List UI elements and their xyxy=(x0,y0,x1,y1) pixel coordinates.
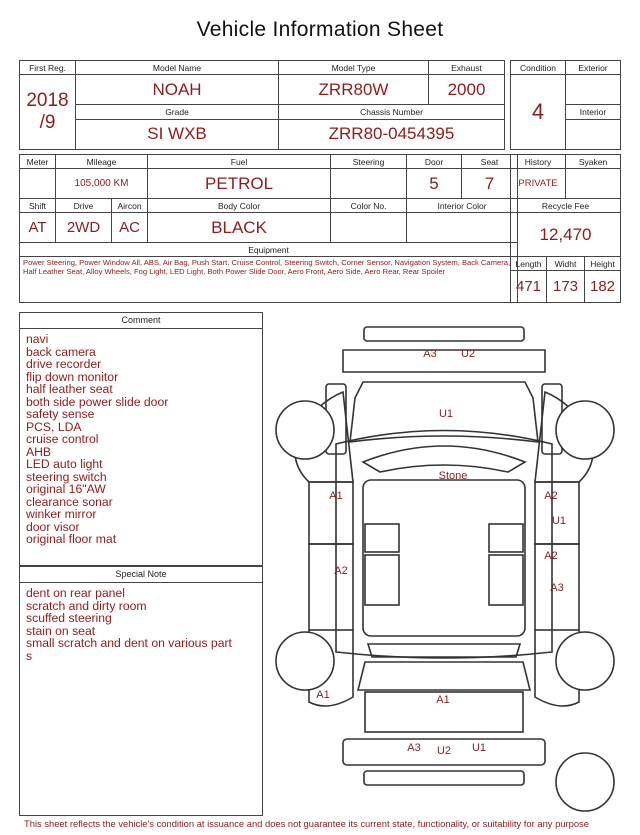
width-value: 173 xyxy=(547,271,585,303)
comment-item: original floor mat xyxy=(26,532,117,546)
shift-label: Shift xyxy=(20,199,56,213)
height-value: 182 xyxy=(585,271,621,303)
recycle-fee-label: Recycle Fee xyxy=(511,199,621,213)
body-color-label: Body Color xyxy=(148,199,331,213)
special-note-item: scuffed steering xyxy=(26,611,112,625)
comment-header: Comment xyxy=(20,313,262,329)
comment-item: navi xyxy=(26,332,49,346)
right-front-wheel xyxy=(556,401,614,459)
chassis-value: ZRR80-0454395 xyxy=(279,119,505,149)
exhaust-label: Exhaust xyxy=(429,61,505,75)
exterior-value xyxy=(566,75,621,105)
history-label: History xyxy=(511,155,566,169)
model-type-label: Model Type xyxy=(279,61,429,75)
condition-score: 4 xyxy=(511,75,566,150)
comment-item: clearance sonar xyxy=(26,494,113,509)
mark-rear-bumper-u1: U1 xyxy=(471,742,487,754)
meter-value xyxy=(20,169,56,199)
comment-item: LED auto light xyxy=(26,457,103,471)
left-rear-wheel xyxy=(276,632,334,690)
special-note-item: dent on rear panel xyxy=(26,586,125,600)
mark-right-front-door-a2: A2 xyxy=(544,490,558,502)
door-label: Door xyxy=(407,155,462,169)
recycle-fee-value: 12,470 xyxy=(511,213,621,257)
mark-left-rear-door-a2: A2 xyxy=(334,565,348,577)
history-table xyxy=(510,154,621,303)
interior-color-value xyxy=(407,213,518,243)
comment-item: AHB xyxy=(26,444,52,459)
right-front-window xyxy=(489,524,523,552)
fuel-value: PETROL xyxy=(148,169,331,199)
special-note-item: stain on seat xyxy=(26,623,96,638)
mark-windshield-stone: Stone xyxy=(438,470,468,482)
comment-item: both side power slide door xyxy=(26,394,169,409)
comment-item: flip down monitor xyxy=(26,369,119,384)
seat-value: 7 xyxy=(462,169,518,199)
left-rear-door xyxy=(309,544,353,630)
comment-item: back camera xyxy=(26,344,96,359)
rear-window xyxy=(368,644,520,657)
special-note-list xyxy=(20,583,262,666)
door-value: 5 xyxy=(407,169,462,199)
front-bumper-strip xyxy=(364,327,524,341)
mark-right-rear-door-a3: A3 xyxy=(550,582,564,594)
chassis-label: Chassis Number xyxy=(279,105,505,119)
mark-left-rear-a1: A1 xyxy=(316,689,330,701)
model-type-value: ZRR80W xyxy=(279,75,429,105)
first-reg-cell xyxy=(20,75,76,150)
color-no-label: Color No. xyxy=(331,199,407,213)
aircon-label: Aircon xyxy=(112,199,148,213)
left-front-wheel xyxy=(276,401,334,459)
mark-front-u2: U2 xyxy=(460,348,476,360)
roof xyxy=(363,480,525,636)
special-note-box xyxy=(19,566,263,816)
vehicle-info-table xyxy=(19,60,505,150)
windshield xyxy=(363,446,525,472)
page-title: Vehicle Information Sheet xyxy=(196,18,444,41)
comment-item: winker mirror xyxy=(26,507,97,521)
comment-item: PCS, LDA xyxy=(26,419,82,434)
meter-label: Meter xyxy=(20,155,56,169)
interior-color-label: Interior Color xyxy=(407,199,518,213)
left-rear-window xyxy=(365,555,399,605)
equipment-label: Equipment xyxy=(20,243,518,257)
first-reg-year: 2018 xyxy=(26,90,69,112)
right-rear-wheel xyxy=(556,632,614,690)
comment-item: safety sense xyxy=(26,407,95,421)
mark-hood-u1: U1 xyxy=(438,408,454,420)
length-label: Length xyxy=(511,257,547,271)
mark-front-a3: A3 xyxy=(423,348,437,360)
mark-right-front-door-u1: U1 xyxy=(551,515,567,527)
rear-gate xyxy=(358,662,530,690)
model-name-value: NOAH xyxy=(76,75,279,105)
mark-right-rear-door-a2: A2 xyxy=(544,550,558,562)
equipment-value: Power Steering, Power Window All, ABS, Air Bag, Push Start, Cruise Control, Steering Switch, Corner Sensor, Navigation System, Back Camera, Half Leather Seat, Alloy Wheels, Fog Light, LED Light, Both Power Slide Door, Aero Front, Aero Side, Aero Rear, Rear Spoiler xyxy=(20,257,518,303)
condition-table xyxy=(510,60,621,150)
syaken-label: Syaken xyxy=(566,155,621,169)
disclaimer-footer: This sheet reflects the vehicle's condition at issuance and does not guarantee its current state, functionality, or suitability for any purpose xyxy=(24,818,589,829)
length-value: 471 xyxy=(511,271,547,303)
comment-item: half leather seat xyxy=(26,382,113,396)
rear-bumper-strip xyxy=(364,771,524,785)
first-reg-month: /9 xyxy=(39,112,56,134)
interior-label: Interior xyxy=(566,105,621,119)
special-note-item: small scratch and dent on various part xyxy=(26,636,232,650)
fuel-label: Fuel xyxy=(148,155,331,169)
left-front-window xyxy=(365,524,399,552)
comment-item: door visor xyxy=(26,519,80,534)
mileage-value: 105,000 KM xyxy=(56,169,148,199)
first-reg-label: First Reg. xyxy=(20,61,76,75)
special-note-header: Special Note xyxy=(20,567,262,583)
mileage-label: Mileage xyxy=(56,155,148,169)
grade-value: SI WXB xyxy=(76,119,279,149)
body-color-value: BLACK xyxy=(148,213,331,243)
height-label: Height xyxy=(585,257,621,271)
comment-item: drive recorder xyxy=(26,357,102,371)
interior-value xyxy=(566,119,621,149)
special-note-item: s xyxy=(26,648,33,663)
special-note-item: scratch and dirty room xyxy=(26,598,147,613)
drive-label: Drive xyxy=(56,199,112,213)
model-name-label: Model Name xyxy=(76,61,279,75)
exterior-label: Exterior xyxy=(566,61,621,75)
mark-rear-gate-a1: A1 xyxy=(436,694,450,706)
right-rear-window xyxy=(489,555,523,605)
comment-item: cruise control xyxy=(26,432,99,446)
mark-rear-bumper-a3: A3 xyxy=(407,742,421,754)
grade-label: Grade xyxy=(76,105,279,119)
drive-value: 2WD xyxy=(56,213,112,243)
mark-left-front-door-a1: A1 xyxy=(329,490,343,502)
steering-label: Steering xyxy=(331,155,407,169)
mark-rear-bumper-u2: U2 xyxy=(436,745,452,757)
color-no-value xyxy=(331,213,407,243)
width-label: Widht xyxy=(547,257,585,271)
history-value: PRIVATE xyxy=(511,169,566,199)
comment-item: steering switch xyxy=(26,469,107,484)
comment-item: original 16"AW xyxy=(26,482,106,496)
damage-diagram xyxy=(268,312,620,816)
vehicle-detail-table xyxy=(19,154,518,303)
comment-list xyxy=(20,329,262,550)
aircon-value: AC xyxy=(112,213,148,243)
steering-value xyxy=(331,169,407,199)
shift-value: AT xyxy=(20,213,56,243)
exhaust-value: 2000 xyxy=(429,75,505,105)
condition-label: Condition xyxy=(511,61,566,75)
comment-box xyxy=(19,312,263,566)
spare-wheel xyxy=(556,753,614,811)
front-bumper xyxy=(343,350,545,372)
seat-label: Seat xyxy=(462,155,518,169)
syaken-value xyxy=(566,169,621,199)
